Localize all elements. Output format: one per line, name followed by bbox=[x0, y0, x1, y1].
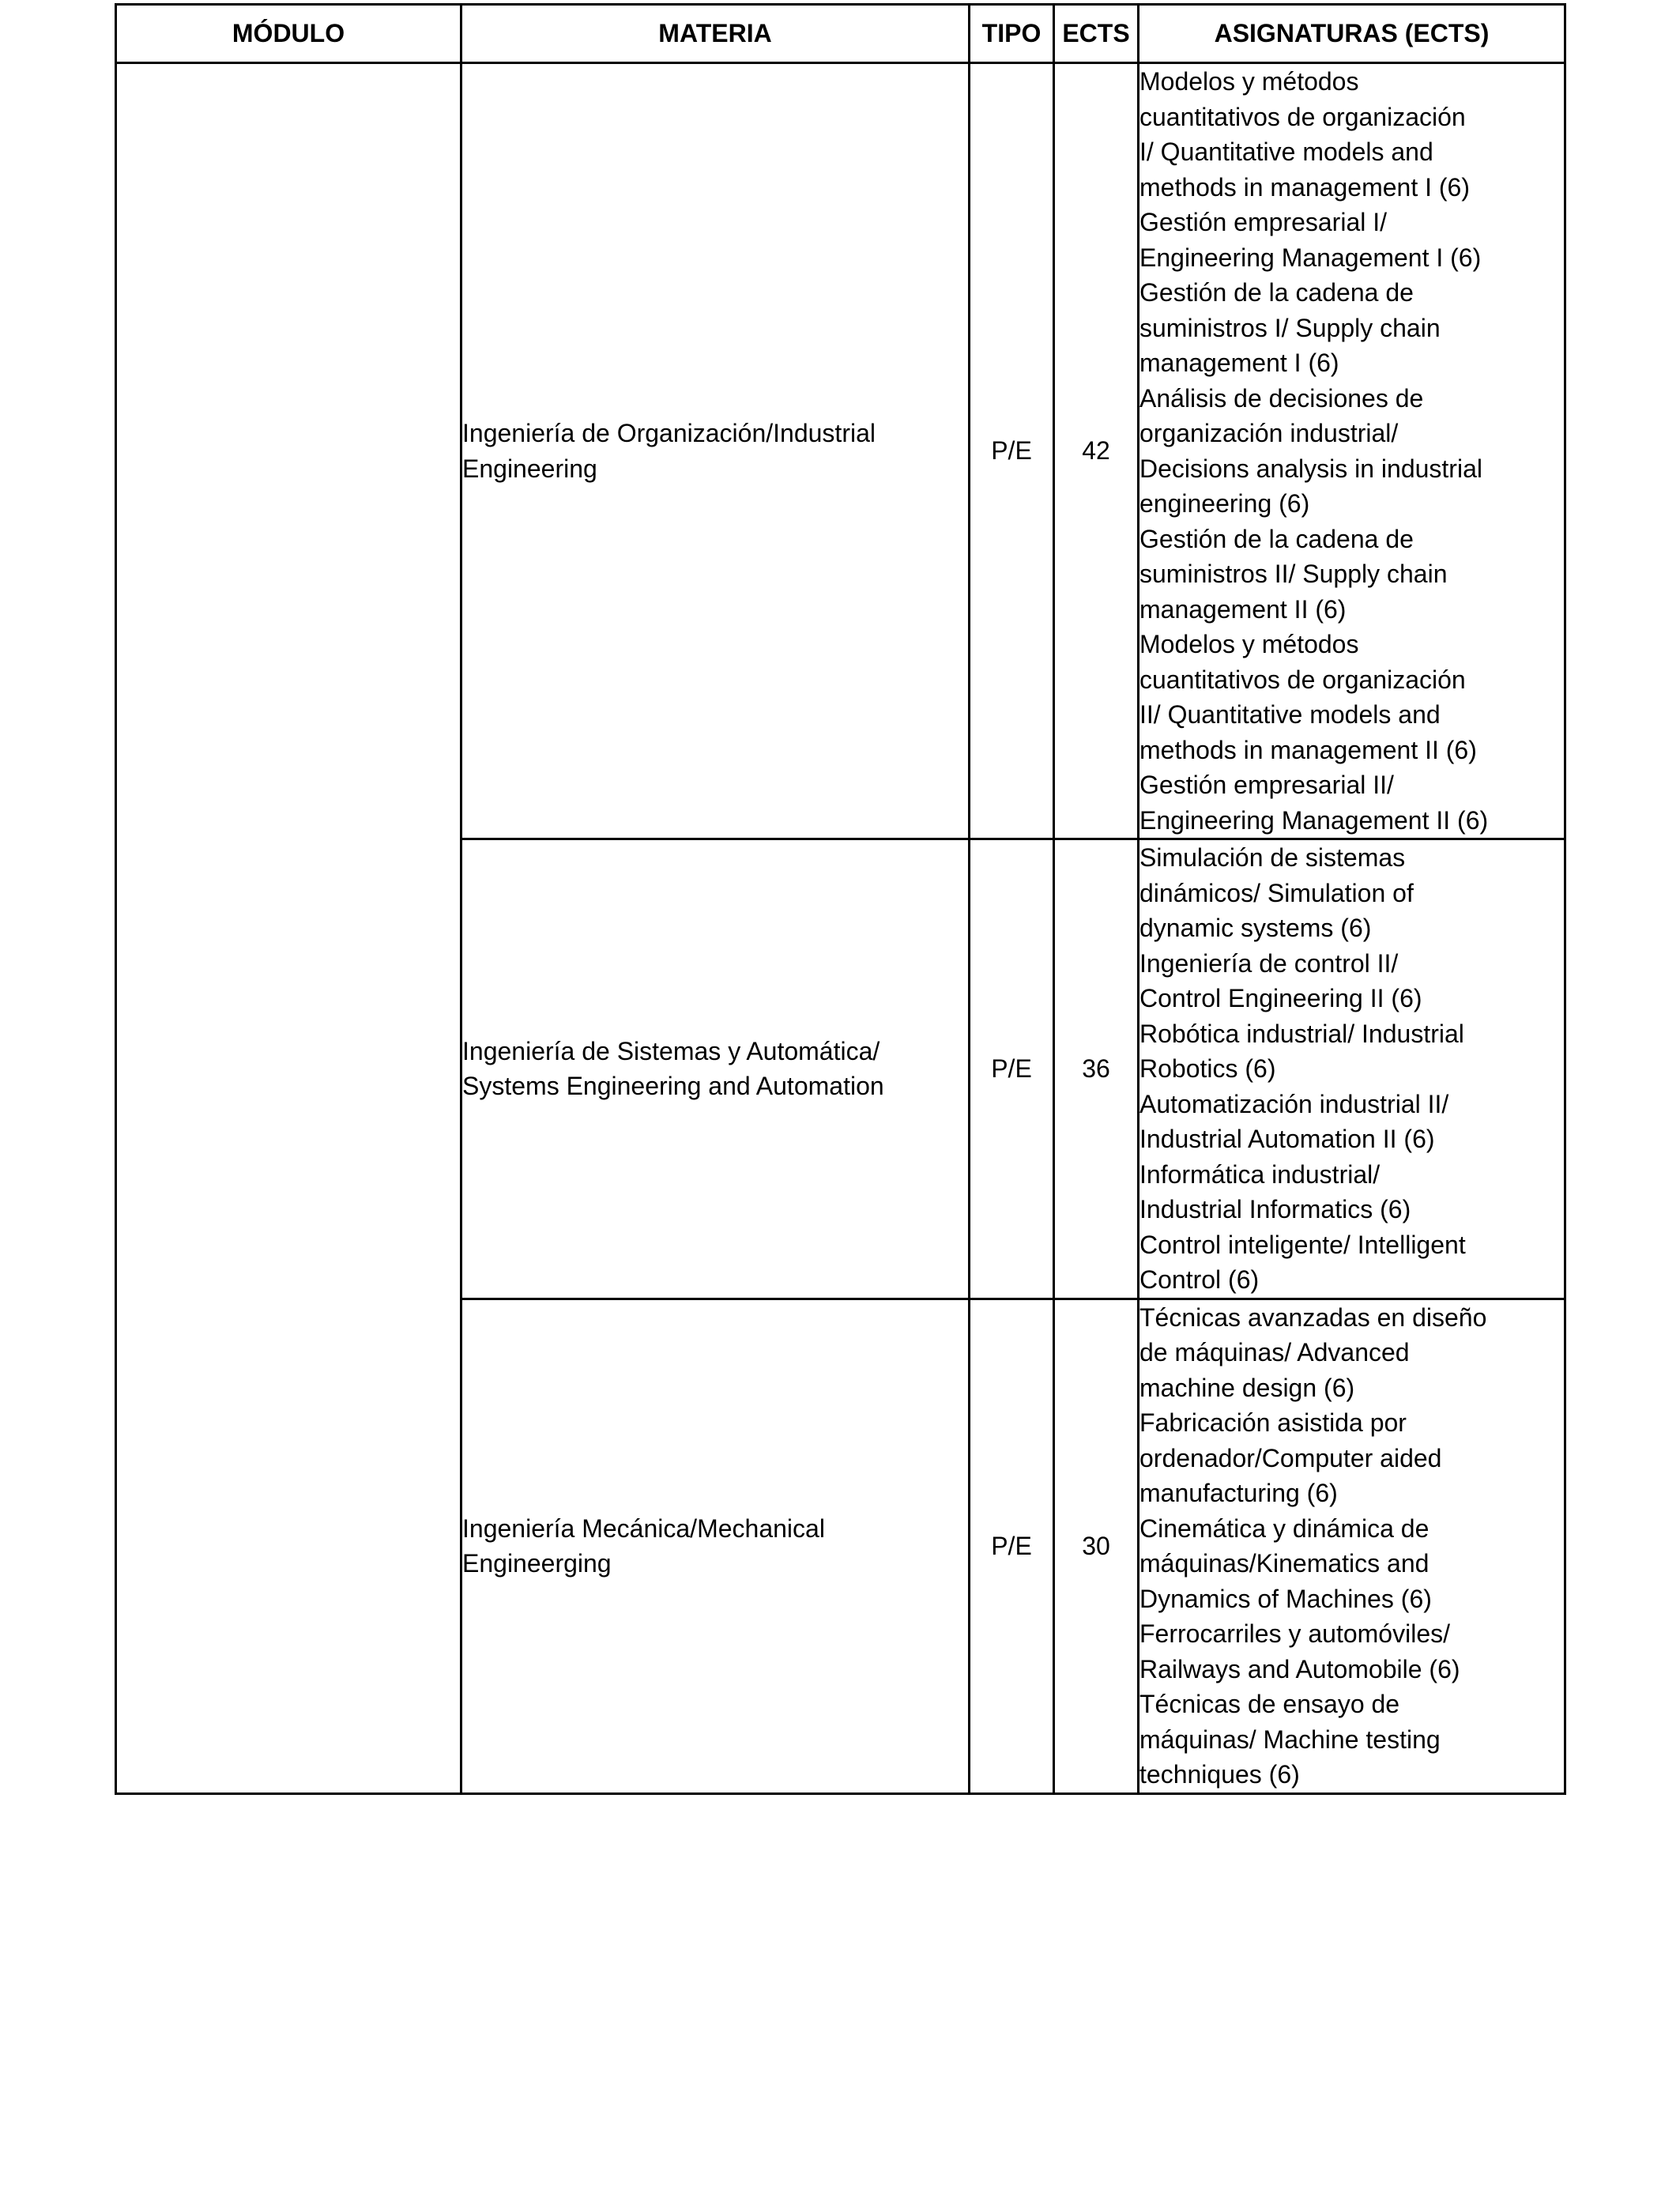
ects-cell: 30 bbox=[1054, 1299, 1139, 1793]
header-row bbox=[116, 5, 1565, 63]
asignatura-line: Industrial Informatics (6) bbox=[1139, 1195, 1411, 1223]
header-tipo: TIPO bbox=[970, 5, 1054, 63]
asignatura-line: Automatización industrial II/ bbox=[1139, 1089, 1449, 1118]
asignatura-line: management I (6) bbox=[1139, 349, 1339, 377]
asignatura-line: Modelos y métodos bbox=[1139, 630, 1359, 658]
asignaturas-cell bbox=[1139, 839, 1565, 1299]
table-body bbox=[116, 63, 1565, 1794]
asignatura-line: engineering (6) bbox=[1139, 489, 1310, 518]
asignatura-line: Gestión de la cadena de bbox=[1139, 524, 1414, 553]
asignatura-line: suministros I/ Supply chain bbox=[1139, 313, 1441, 342]
asignatura-line: Control inteligente/ Intelligent bbox=[1139, 1230, 1466, 1259]
asignatura-line: ordenador/Computer aided bbox=[1139, 1443, 1442, 1472]
ects-cell: 42 bbox=[1054, 63, 1139, 839]
materia-line: Ingeniería Mecánica/Mechanical bbox=[462, 1514, 825, 1543]
asignatura-line: Railways and Automobile (6) bbox=[1139, 1654, 1460, 1683]
asignatura-line: II/ Quantitative models and bbox=[1139, 700, 1441, 729]
asignatura-line: Industrial Automation II (6) bbox=[1139, 1125, 1435, 1153]
modulo-cell bbox=[116, 63, 461, 1794]
asignatura-line: suministros II/ Supply chain bbox=[1139, 560, 1448, 588]
asignatura-line: Cinemática y dinámica de bbox=[1139, 1514, 1430, 1543]
asignatura-line: manufacturing (6) bbox=[1139, 1479, 1338, 1507]
asignatura-line: máquinas/Kinematics and bbox=[1139, 1549, 1430, 1578]
table-row bbox=[116, 63, 1565, 839]
asignatura-line: techniques (6) bbox=[1139, 1760, 1300, 1789]
asignatura-line: Técnicas avanzadas en diseño bbox=[1139, 1302, 1487, 1332]
ects-cell: 36 bbox=[1054, 839, 1139, 1299]
asignatura-line: de máquinas/ Advanced bbox=[1139, 1338, 1410, 1367]
asignatura-line: Fabricación asistida por bbox=[1139, 1408, 1407, 1437]
asignatura-line: organización industrial/ bbox=[1139, 419, 1399, 447]
materia-cell bbox=[461, 1299, 970, 1793]
asignatura-line: Control Engineering II (6) bbox=[1139, 984, 1422, 1012]
asignatura-line: Gestión empresarial I/ bbox=[1139, 208, 1388, 236]
asignatura-line: I/ Quantitative models and bbox=[1139, 138, 1433, 166]
asignatura-line: cuantitativos de organización bbox=[1139, 665, 1466, 694]
asignaturas-cell bbox=[1139, 63, 1565, 839]
header-ects: ECTS bbox=[1054, 5, 1139, 63]
materia-cell bbox=[461, 839, 970, 1299]
asignatura-line: management II (6) bbox=[1139, 594, 1347, 624]
asignatura-line: Engineering Management I (6) bbox=[1139, 243, 1482, 272]
materia-line: Ingeniería de Organización/Industrial bbox=[462, 419, 876, 447]
tipo-cell: P/E bbox=[970, 1299, 1054, 1793]
asignatura-line: cuantitativos de organización bbox=[1139, 102, 1466, 131]
asignatura-line: dynamic systems (6) bbox=[1139, 914, 1372, 942]
asignatura-line: Informática industrial/ bbox=[1139, 1159, 1381, 1189]
materia-line: Systems Engineering and Automation bbox=[462, 1072, 884, 1101]
header-modulo: MÓDULO bbox=[116, 5, 461, 63]
table-header bbox=[116, 5, 1565, 63]
asignatura-line: Técnicas de ensayo de bbox=[1139, 1690, 1400, 1718]
asignatura-line: methods in management II (6) bbox=[1139, 735, 1477, 764]
asignatura-line: Simulación de sistemas bbox=[1139, 843, 1406, 872]
asignatura-line: Robótica industrial/ Industrial bbox=[1139, 1019, 1464, 1048]
asignaturas-cell bbox=[1139, 1299, 1565, 1793]
asignatura-line: Gestión de la cadena de bbox=[1139, 278, 1414, 307]
materia-line: Ingeniería de Sistemas y Automática/ bbox=[462, 1036, 880, 1065]
asignatura-line: methods in management I (6) bbox=[1139, 172, 1470, 202]
header-materia: MATERIA bbox=[461, 5, 970, 63]
tipo-cell: P/E bbox=[970, 63, 1054, 839]
asignatura-line: Gestión empresarial II/ bbox=[1139, 771, 1394, 799]
materia-cell bbox=[461, 63, 970, 839]
asignatura-line: dinámicos/ Simulation of bbox=[1139, 878, 1414, 907]
asignatura-line: Análisis de decisiones de bbox=[1139, 383, 1424, 413]
asignatura-line: Modelos y métodos bbox=[1139, 67, 1359, 96]
asignatura-line: Ferrocarriles y automóviles/ bbox=[1139, 1619, 1450, 1648]
asignatura-line: Robotics (6) bbox=[1139, 1054, 1276, 1083]
curriculum-table bbox=[115, 3, 1566, 1795]
header-asignaturas: ASIGNATURAS (ECTS) bbox=[1139, 5, 1565, 63]
tipo-cell: P/E bbox=[970, 839, 1054, 1299]
asignatura-line: Dynamics of Machines (6) bbox=[1139, 1584, 1432, 1613]
asignatura-line: machine design (6) bbox=[1139, 1373, 1355, 1402]
materia-line: Engineering bbox=[462, 454, 597, 483]
asignatura-line: Decisions analysis in industrial bbox=[1139, 454, 1482, 483]
asignatura-line: Engineering Management II (6) bbox=[1139, 805, 1489, 835]
asignatura-line: Control (6) bbox=[1139, 1265, 1260, 1294]
materia-line: Engineerging bbox=[462, 1549, 612, 1578]
asignatura-line: máquinas/ Machine testing bbox=[1139, 1725, 1441, 1754]
asignatura-line: Ingeniería de control II/ bbox=[1139, 948, 1399, 978]
